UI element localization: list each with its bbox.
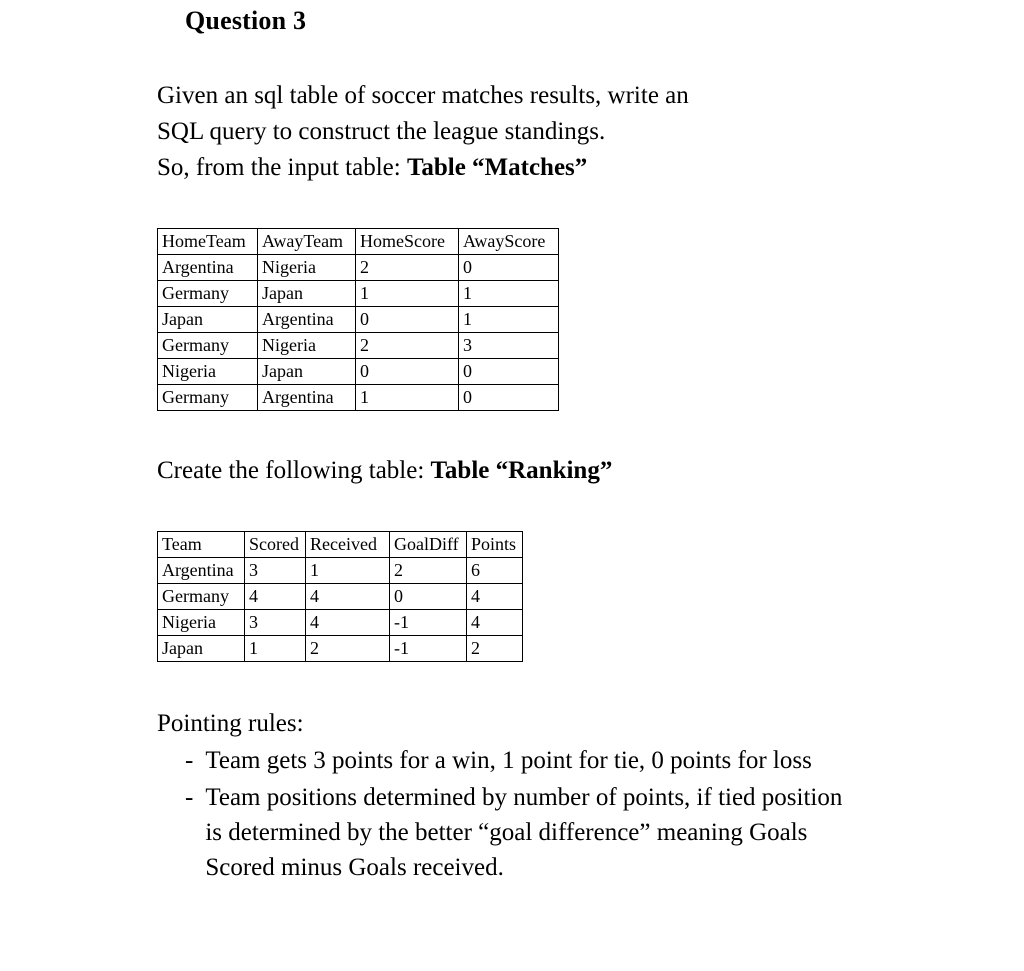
- table-cell: 0: [390, 584, 467, 610]
- column-header: GoalDiff: [390, 532, 467, 558]
- table-cell: Nigeria: [258, 255, 356, 281]
- table-cell: -1: [390, 610, 467, 636]
- table-cell: 4: [467, 584, 523, 610]
- create-line-text: Create the following table:: [157, 457, 431, 484]
- ranking-table: [157, 531, 523, 662]
- intro-paragraph: [157, 78, 984, 186]
- bullet-dash: -: [185, 784, 194, 811]
- table-cell: 4: [467, 610, 523, 636]
- table-cell: 6: [467, 558, 523, 584]
- table-row: [158, 359, 559, 385]
- table-cell: Nigeria: [258, 333, 356, 359]
- table-cell: 1: [459, 307, 559, 333]
- table-cell: 3: [245, 610, 306, 636]
- rule-item-2: [185, 780, 984, 885]
- table-cell: 0: [356, 307, 459, 333]
- table-cell: Japan: [158, 307, 258, 333]
- table-cell: Argentina: [258, 307, 356, 333]
- table-cell: -1: [390, 636, 467, 662]
- table-header-row: [158, 532, 523, 558]
- rule-text-1: Team gets 3 points for a win, 1 point for tie, 0 points for loss: [205, 747, 812, 774]
- table-cell: Germany: [158, 385, 258, 411]
- table-cell: 0: [459, 255, 559, 281]
- matches-table: [157, 228, 559, 411]
- table-cell: 3: [459, 333, 559, 359]
- table-cell: Germany: [158, 333, 258, 359]
- column-header: Team: [158, 532, 245, 558]
- bullet-dash: -: [185, 747, 194, 774]
- table-row: [158, 281, 559, 307]
- intro-line-3: So, from the input table:: [157, 154, 407, 181]
- table-cell: 2: [467, 636, 523, 662]
- table-cell: Japan: [158, 636, 245, 662]
- table-cell: 1: [356, 281, 459, 307]
- table-cell: 2: [390, 558, 467, 584]
- table-cell: 4: [306, 584, 390, 610]
- table-cell: Nigeria: [158, 610, 245, 636]
- table-cell: 1: [459, 281, 559, 307]
- table-row: [158, 636, 523, 662]
- column-header: AwayScore: [459, 229, 559, 255]
- column-header: Scored: [245, 532, 306, 558]
- table-cell: 1: [306, 558, 390, 584]
- table-cell: 0: [459, 385, 559, 411]
- rules-title: Pointing rules:: [157, 710, 304, 737]
- table-cell: 2: [356, 255, 459, 281]
- rule-text-2: Team positions determined by number of points, if tied position is determined by the better “goal difference” meaning Goals Scored minus Goals received.: [205, 784, 843, 881]
- column-header: HomeTeam: [158, 229, 258, 255]
- intro-line-2: SQL query to construct the league standings.: [157, 118, 606, 145]
- column-header: Points: [467, 532, 523, 558]
- table-cell: Argentina: [158, 255, 258, 281]
- intro-line-1: Given an sql table of soccer matches results, write an: [157, 82, 689, 109]
- table-cell: Argentina: [158, 558, 245, 584]
- table-header-row: [158, 229, 559, 255]
- table-row: [158, 333, 559, 359]
- rule-item-1: [185, 743, 984, 778]
- table-row: [158, 558, 523, 584]
- table-cell: 4: [245, 584, 306, 610]
- table-row: [158, 584, 523, 610]
- table-cell: 2: [306, 636, 390, 662]
- table-cell: 1: [245, 636, 306, 662]
- pointing-rules-section: [157, 706, 984, 885]
- table-row: [158, 307, 559, 333]
- table-cell: 0: [459, 359, 559, 385]
- table-cell: Argentina: [258, 385, 356, 411]
- column-header: HomeScore: [356, 229, 459, 255]
- ranking-table-name: Table “Ranking”: [430, 457, 613, 484]
- table-cell: 4: [306, 610, 390, 636]
- page-title: Question 3: [185, 6, 307, 35]
- table-cell: Nigeria: [158, 359, 258, 385]
- table-row: [158, 385, 559, 411]
- create-table-line: [157, 453, 984, 489]
- table-row: [158, 610, 523, 636]
- table-row: [158, 255, 559, 281]
- table-cell: Japan: [258, 281, 356, 307]
- table-cell: 3: [245, 558, 306, 584]
- column-header: AwayTeam: [258, 229, 356, 255]
- table-cell: Japan: [258, 359, 356, 385]
- column-header: Received: [306, 532, 390, 558]
- table-cell: 2: [356, 333, 459, 359]
- table-cell: Germany: [158, 584, 245, 610]
- matches-table-name: Table “Matches”: [406, 154, 588, 181]
- table-cell: Germany: [158, 281, 258, 307]
- table-cell: 1: [356, 385, 459, 411]
- table-cell: 0: [356, 359, 459, 385]
